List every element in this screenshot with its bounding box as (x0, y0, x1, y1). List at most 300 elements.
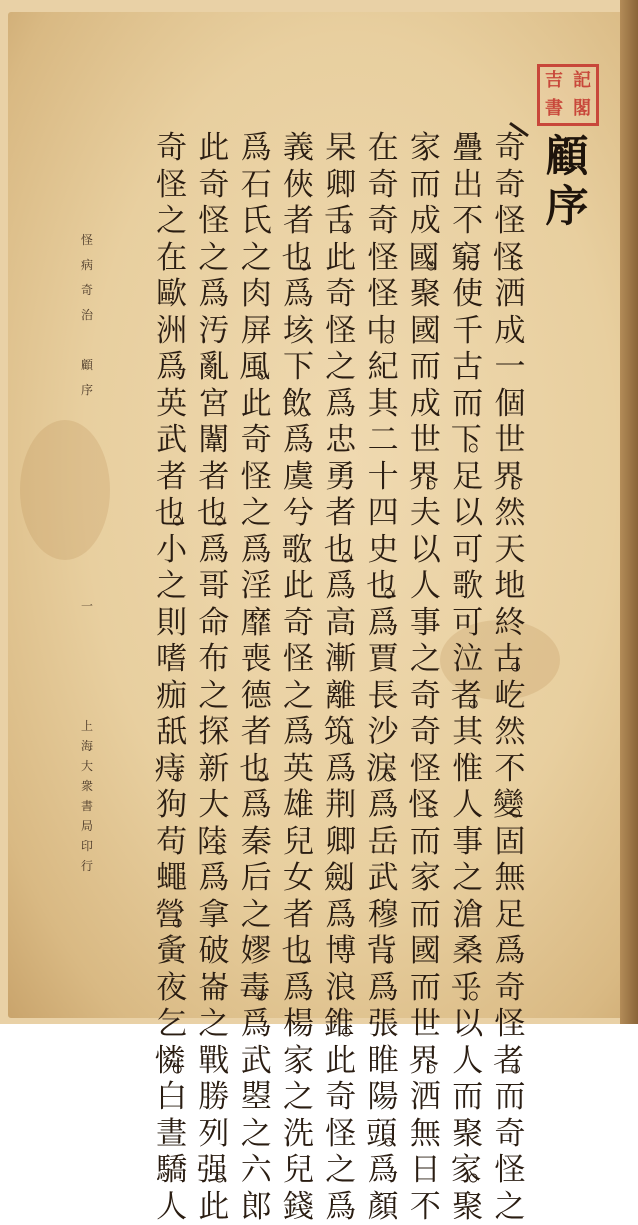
publisher-char: 書 (81, 798, 93, 818)
text-char: 也。 (363, 568, 403, 605)
text-char: 忠 (321, 422, 361, 459)
text-char: 爲 (236, 1006, 276, 1043)
text-char: 夜 (152, 970, 192, 1007)
text-char: 爲 (321, 386, 361, 423)
text-char: 人 (448, 787, 488, 824)
text-char: 事 (448, 824, 488, 861)
text-char: 泣 (448, 641, 488, 678)
text-char: 驕 (152, 1152, 192, 1189)
text-char: 之 (152, 203, 192, 240)
text-char: 之 (236, 240, 276, 277)
publisher-char: 大 (81, 758, 93, 778)
text-char: 怪 (363, 276, 403, 313)
text-char: 奇 (152, 130, 192, 167)
publisher-char: 行 (81, 858, 93, 878)
text-char: 足 (448, 459, 488, 496)
text-char: 博 (321, 933, 361, 970)
text-char: 也。 (321, 532, 361, 569)
text-char: 也。 (279, 240, 319, 277)
text-char: 錐。 (321, 1006, 361, 1043)
text-char: 人 (448, 1043, 488, 1080)
text-char: 界。 (405, 459, 445, 496)
text-char: 事 (405, 605, 445, 642)
text-char: 顏 (363, 1189, 403, 1225)
text-char: 固 (490, 824, 530, 861)
text-char: 苟 (152, 824, 192, 861)
text-char: 夫 (405, 495, 445, 532)
text-char: 奇 (236, 422, 276, 459)
text-char: 而 (405, 824, 445, 861)
text-char: 哥 (194, 568, 234, 605)
text-char: 此 (194, 130, 234, 167)
text-char: 兮 (279, 495, 319, 532)
text-char: 爲 (363, 787, 403, 824)
text-char: 洲 (152, 313, 192, 350)
text-char: 爲 (363, 605, 403, 642)
text-char: 筑。 (321, 714, 361, 751)
text-char: 下。 (448, 422, 488, 459)
text-char: 之 (194, 240, 234, 277)
text-char: 肉 (236, 276, 276, 313)
text-char: 卿 (321, 824, 361, 861)
text-char: 乎。 (448, 970, 488, 1007)
text-char: 而 (490, 1079, 530, 1116)
text-char: 惟 (448, 751, 488, 788)
text-char: 也。 (236, 751, 276, 788)
red-seal-stamp: 吉 記 書 閣 (537, 64, 599, 126)
text-char: 不 (405, 1189, 445, 1225)
text-char: 爲 (363, 970, 403, 1007)
text-char: 爲 (321, 751, 361, 788)
text-char: 爲 (279, 714, 319, 751)
text-char: 俠 (279, 167, 319, 204)
text-char: 成 (490, 313, 530, 350)
text-char: 蠅 (152, 860, 192, 897)
text-char: 者 (321, 495, 361, 532)
text-char: 戰 (194, 1043, 234, 1080)
text-char: 國 (405, 313, 445, 350)
text-char: 以 (448, 1006, 488, 1043)
text-char: 嗜 (152, 641, 192, 678)
text-char: 古 (448, 349, 488, 386)
running-header-char: 奇 (81, 282, 93, 307)
text-column (405, 130, 445, 1225)
text-char: 怪 (236, 459, 276, 496)
publisher-imprint (78, 718, 96, 878)
text-char: 而 (405, 349, 445, 386)
text-char: 歌。 (279, 532, 319, 569)
text-char: 四 (363, 495, 403, 532)
text-char: 不 (448, 203, 488, 240)
text-char: 漸 (321, 641, 361, 678)
title-char: 序 (546, 182, 589, 232)
running-header-char: 怪 (81, 232, 93, 257)
text-char: 此 (279, 568, 319, 605)
text-char: 而 (448, 1079, 488, 1116)
text-char: 奇 (363, 203, 403, 240)
text-char: 新 (194, 751, 234, 788)
text-char: 狗 (152, 787, 192, 824)
text-char: 之 (490, 1189, 530, 1225)
text-char: 歌 (448, 568, 488, 605)
text-char: 秦 (236, 824, 276, 861)
publisher-char: 局 (81, 818, 93, 838)
text-char: 張 (363, 1006, 403, 1043)
publisher-char: 海 (81, 738, 93, 758)
text-char: 毒。 (236, 970, 276, 1007)
running-header (78, 232, 96, 407)
text-char: 奇 (490, 130, 530, 167)
text-char: 而 (405, 167, 445, 204)
text-char: 武 (236, 1043, 276, 1080)
text-char: 滄 (448, 897, 488, 934)
text-char: 錢 (279, 1189, 319, 1225)
text-char: 奇 (490, 1116, 530, 1153)
text-char: 在 (152, 240, 192, 277)
text-char: 爲 (152, 349, 192, 386)
text-char: 者。 (490, 1043, 530, 1080)
text-char: 風。 (236, 349, 276, 386)
text-char: 足 (490, 897, 530, 934)
text-char: 武 (152, 422, 192, 459)
text-char: 劍。 (321, 860, 361, 897)
text-char: 怪。 (490, 240, 530, 277)
text-column (490, 130, 530, 1225)
text-char: 氏 (236, 203, 276, 240)
text-char: 屏 (236, 313, 276, 350)
text-char: 奇 (405, 678, 445, 715)
text-char: 爲 (321, 1189, 361, 1225)
text-char: 也。 (152, 495, 192, 532)
text-char: 勝 (194, 1079, 234, 1116)
text-char: 爲 (321, 568, 361, 605)
text-char: 奇 (490, 167, 530, 204)
text-char: 奇 (363, 167, 403, 204)
publisher-char: 衆 (81, 778, 93, 798)
text-char: 淫 (236, 568, 276, 605)
text-char: 淚。 (363, 751, 403, 788)
text-char: 亂 (194, 349, 234, 386)
text-char: 長 (363, 678, 403, 715)
text-char: 爲 (321, 897, 361, 934)
page-number-char: 一 (81, 598, 93, 614)
text-char: 闈 (194, 422, 234, 459)
text-char: 爲 (490, 933, 530, 970)
text-char: 家 (405, 130, 445, 167)
text-char: 爲 (279, 422, 319, 459)
text-char: 之 (236, 495, 276, 532)
text-char: 勇 (321, 459, 361, 496)
text-column (363, 130, 403, 1225)
running-header-char: 治 (81, 307, 93, 332)
text-char: 之 (279, 1079, 319, 1116)
running-header-char: 顧 (81, 357, 93, 382)
text-char: 此 (321, 240, 361, 277)
text-char: 痔。 (152, 751, 192, 788)
text-char: 爲 (194, 532, 234, 569)
text-char: 列 (194, 1116, 234, 1153)
text-char: 兒 (279, 1152, 319, 1189)
text-char: 史 (363, 532, 403, 569)
text-char: 睢 (363, 1043, 403, 1080)
text-char: 爲 (279, 276, 319, 313)
text-char: 杲 (321, 130, 361, 167)
text-char: 地 (490, 568, 530, 605)
text-char: 舌。 (321, 203, 361, 240)
text-char: 者。 (448, 678, 488, 715)
text-char: 奇 (321, 276, 361, 313)
text-char: 命 (194, 605, 234, 642)
running-header-char (81, 332, 93, 357)
text-char: 則 (152, 605, 192, 642)
text-char: 虞 (279, 459, 319, 496)
text-char: 洒 (405, 1079, 445, 1116)
text-char: 怪 (279, 641, 319, 678)
page-edge (620, 0, 638, 1024)
text-char: 靡 (236, 605, 276, 642)
text-char: 成 (405, 203, 445, 240)
text-char: 聚 (448, 1189, 488, 1225)
text-char: 怪 (194, 203, 234, 240)
text-char: 喪 (236, 641, 276, 678)
text-char: 之 (405, 641, 445, 678)
text-char: 個 (490, 386, 530, 423)
text-char: 怪 (490, 1006, 530, 1043)
text-column (279, 130, 319, 1225)
text-char: 之 (279, 678, 319, 715)
text-char: 奇 (405, 714, 445, 751)
text-char: 乞 (152, 1006, 192, 1043)
text-char: 洗 (279, 1116, 319, 1153)
text-char: 此 (236, 386, 276, 423)
text-char: 楊 (279, 1006, 319, 1043)
text-char: 出 (448, 167, 488, 204)
text-char: 使 (448, 276, 488, 313)
text-char: 兒 (279, 824, 319, 861)
text-char: 家。 (448, 1152, 488, 1189)
text-char: 者 (152, 459, 192, 496)
text-char: 怪 (152, 167, 192, 204)
running-header-char: 序 (81, 382, 93, 407)
publisher-char: 印 (81, 838, 93, 858)
text-char: 探 (194, 714, 234, 751)
text-char: 之 (152, 568, 192, 605)
text-char: 而 (405, 970, 445, 1007)
text-char: 之 (448, 860, 488, 897)
text-char: 怪 (490, 203, 530, 240)
text-char: 奇 (321, 1079, 361, 1116)
text-char: 岳 (363, 824, 403, 861)
text-char: 怪。 (405, 787, 445, 824)
text-char: 二 (363, 422, 403, 459)
text-char: 而 (405, 897, 445, 934)
text-char: 古。 (490, 641, 530, 678)
title-char: 顧 (546, 132, 589, 182)
text-char: 小 (152, 532, 192, 569)
text-char: 不 (490, 751, 530, 788)
text-char: 崙 (194, 970, 234, 1007)
text-char: 强。 (194, 1152, 234, 1189)
text-char: 沙 (363, 714, 403, 751)
text-char: 奇 (490, 970, 530, 1007)
text-char: 者 (279, 203, 319, 240)
text-char: 痂 (152, 678, 192, 715)
page-title (541, 132, 593, 232)
text-char: 其 (363, 386, 403, 423)
text-char: 其 (448, 714, 488, 751)
text-char: 疊 (448, 130, 488, 167)
text-char: 十 (363, 459, 403, 496)
text-char: 晝 (152, 1116, 192, 1153)
text-char: 汚 (194, 313, 234, 350)
text-column (236, 130, 276, 1225)
text-char: 憐。 (152, 1043, 192, 1080)
text-char: 英 (152, 386, 192, 423)
text-char: 怪 (490, 1152, 530, 1189)
text-char: 后 (236, 860, 276, 897)
text-char: 人 (152, 1189, 192, 1225)
text-char: 然 (490, 714, 530, 751)
text-char: 無 (490, 860, 530, 897)
text-char: 陸。 (194, 824, 234, 861)
text-column (194, 130, 234, 1225)
text-char: 界。 (405, 1043, 445, 1080)
text-char: 爲 (194, 276, 234, 313)
text-char: 者 (279, 897, 319, 934)
text-char: 可 (448, 532, 488, 569)
text-char: 背。 (363, 933, 403, 970)
text-char: 舐 (152, 714, 192, 751)
text-char: 之 (236, 1116, 276, 1153)
text-char: 垓 (279, 313, 319, 350)
text-char: 武 (363, 860, 403, 897)
text-char: 雄 (279, 787, 319, 824)
text-char: 下 (279, 349, 319, 386)
text-char: 嫪 (236, 933, 276, 970)
text-char: 怪 (321, 313, 361, 350)
text-char: 聚 (448, 1116, 488, 1153)
text-char: 女 (279, 860, 319, 897)
text-char: 之 (194, 1006, 234, 1043)
text-char: 義 (279, 130, 319, 167)
text-char: 人 (405, 568, 445, 605)
text-char: 頭。 (363, 1116, 403, 1153)
text-char: 陽 (363, 1079, 403, 1116)
text-char: 歐 (152, 276, 192, 313)
text-char: 宮 (194, 386, 234, 423)
text-char: 高 (321, 605, 361, 642)
text-char: 洒 (490, 276, 530, 313)
text-char: 爲 (236, 532, 276, 569)
text-char: 在 (363, 130, 403, 167)
page-number (78, 598, 96, 614)
text-char: 此 (321, 1043, 361, 1080)
text-char: 曌 (236, 1079, 276, 1116)
text-char: 界。 (490, 459, 530, 496)
text-char: 浪 (321, 970, 361, 1007)
text-char: 者 (236, 714, 276, 751)
text-char: 家 (405, 860, 445, 897)
text-column (152, 130, 192, 1225)
text-char: 爲 (279, 970, 319, 1007)
text-char: 白 (152, 1079, 192, 1116)
text-char: 中。 (363, 313, 403, 350)
text-char: 也。 (279, 933, 319, 970)
text-char: 變。 (490, 787, 530, 824)
text-char: 窮。 (448, 240, 488, 277)
text-char: 然 (490, 495, 530, 532)
text-char: 之 (236, 897, 276, 934)
text-char: 郎 (236, 1189, 276, 1225)
text-char: 賈 (363, 641, 403, 678)
text-char: 無 (405, 1116, 445, 1153)
text-char: 離 (321, 678, 361, 715)
text-char: 世 (490, 422, 530, 459)
text-column (448, 130, 488, 1225)
text-char: 而 (448, 386, 488, 423)
text-char: 紀 (363, 349, 403, 386)
text-char: 布 (194, 641, 234, 678)
text-char: 聚 (405, 276, 445, 313)
text-char: 桑 (448, 933, 488, 970)
text-char: 大 (194, 787, 234, 824)
paper-stain (20, 420, 110, 560)
text-char: 屹 (490, 678, 530, 715)
text-char: 爲 (236, 787, 276, 824)
text-char: 怪 (405, 751, 445, 788)
text-char: 爲 (236, 130, 276, 167)
text-char: 營。 (152, 897, 192, 934)
text-char: 穆 (363, 897, 403, 934)
text-char: 破 (194, 933, 234, 970)
running-header-char: 病 (81, 257, 93, 282)
text-char: 世 (405, 1006, 445, 1043)
text-char: 也。 (194, 495, 234, 532)
text-char: 一 (490, 349, 530, 386)
text-char: 國 (405, 933, 445, 970)
text-char: 可 (448, 605, 488, 642)
text-char: 拿 (194, 897, 234, 934)
text-char: 世 (405, 422, 445, 459)
text-char: 之 (321, 349, 361, 386)
text-char: 爲 (363, 1152, 403, 1189)
text-char: 奇 (194, 167, 234, 204)
text-char: 石 (236, 167, 276, 204)
text-char: 爲 (194, 860, 234, 897)
text-column (321, 130, 361, 1225)
text-char: 千 (448, 313, 488, 350)
text-char: 夤 (152, 933, 192, 970)
text-char: 以 (448, 495, 488, 532)
text-char: 成 (405, 386, 445, 423)
text-char: 德 (236, 678, 276, 715)
text-char: 之 (321, 1152, 361, 1189)
text-char: 怪 (321, 1116, 361, 1153)
text-char: 國。 (405, 240, 445, 277)
publisher-char: 上 (81, 718, 93, 738)
text-char: 此 (194, 1189, 234, 1225)
text-char: 怪 (363, 240, 403, 277)
text-char: 英 (279, 751, 319, 788)
text-char: 者 (194, 459, 234, 496)
text-char: 天 (490, 532, 530, 569)
text-char: 卿 (321, 167, 361, 204)
text-char: 六 (236, 1152, 276, 1189)
text-char: 家 (279, 1043, 319, 1080)
text-char: 飲。 (279, 386, 319, 423)
text-char: 奇 (279, 605, 319, 642)
text-char: 之 (194, 678, 234, 715)
